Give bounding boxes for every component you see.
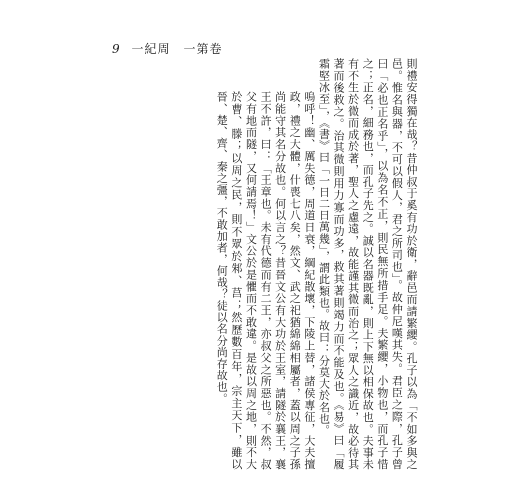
vertical-body-text xyxy=(110,58,418,470)
running-head xyxy=(112,40,222,57)
book-title: 一紀周 一第卷 xyxy=(131,42,223,56)
page-number: 9 xyxy=(112,42,121,56)
paragraph: 則禮安得獨在哉？昔仲叔于奚有功於衛，辭邑而請繁纓。孔子以為「不如多與之邑。惟名與器，不可以假人，君之所司也」。故仲尼嘆其失。君臣之際，孔子曾曰「必也正名乎」，以為名不正，則民無所措手足。夫繁纓，小物也，而孔子惜之；正名，細務也，而孔子先之。誠以名器既亂，則上下無以相保故也。夫事未有不生於微而成於著，聖人之慮遠，故能謹其微而治之；眾人之識近，故必待其著而後救之。治其微則用力寡而功多，救其著則竭力而不能及也。《易》曰「履霜堅冰至」，《書》曰「一日二日萬幾」，謂此類也。故曰：分莫大於名也。 xyxy=(317,58,418,470)
paragraph: 嗚呼！幽、厲失德，周道日衰，綱紀散壞，下陵上替，諸侯專征，大夫擅政，禮之大體，什喪七八矣，然文、武之祀猶綿綿相屬者，蓋以周之子孫尚能守其名分故也。何以言之？昔晉文公有大功於王室，請隧於襄王，襄王不許，曰：「王章也。未有代德而有二王，亦叔父之所惡也。不然，叔父有地而隧，又何請焉！」文公於是懼而不敢違。是故以周之地，則不大於曹、滕；以周之民，則不眾於邾、莒；然歷數百年，宗主天下，雖以晉、楚、齊、秦之彊，不敢加者，何哉？徒以名分尚存故也。 xyxy=(215,91,316,470)
